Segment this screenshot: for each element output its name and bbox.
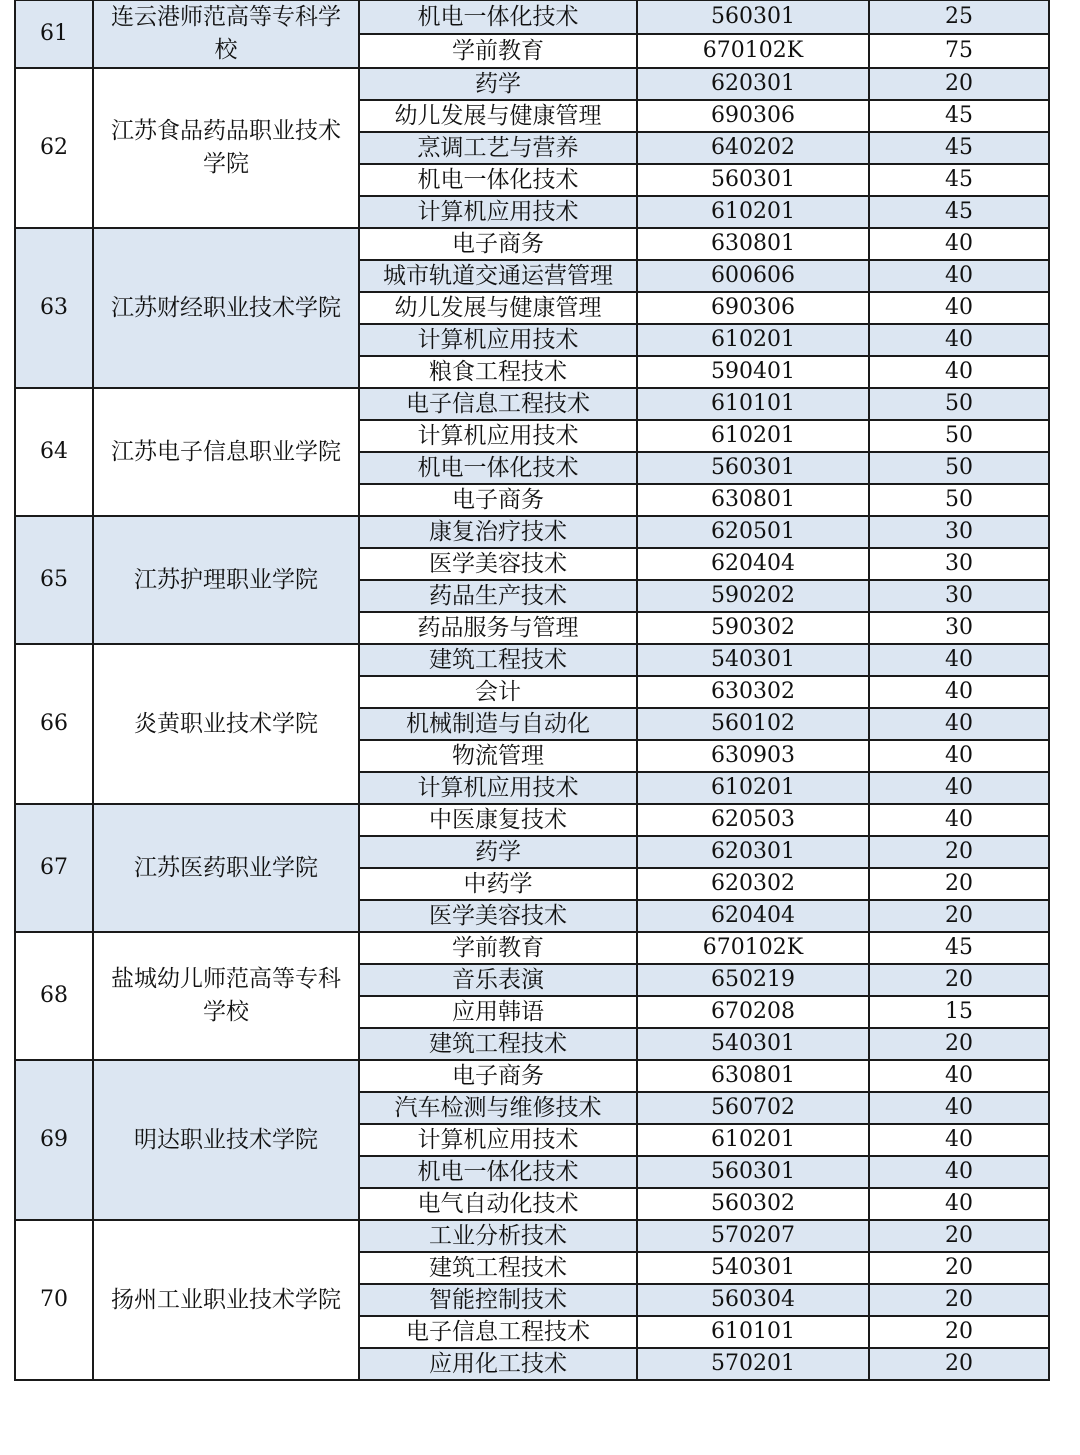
- major-name-cell: 应用韩语: [359, 996, 637, 1028]
- table-row: [15, 932, 1049, 964]
- enrollment-count-cell: 40: [869, 260, 1049, 292]
- major-code-cell: 630801: [637, 484, 869, 516]
- major-code-cell: 690306: [637, 292, 869, 324]
- school-number-cell: 65: [15, 516, 93, 644]
- major-code-cell: 630302: [637, 676, 869, 708]
- major-code-cell: 620404: [637, 900, 869, 932]
- major-code-cell: 630801: [637, 228, 869, 260]
- table-row: [15, 1060, 1049, 1092]
- major-code-cell: 650219: [637, 964, 869, 996]
- major-code-cell: 610101: [637, 1316, 869, 1348]
- table-row: [15, 68, 1049, 100]
- major-name-cell: 机电一体化技术: [359, 164, 637, 196]
- major-name-cell: 幼儿发展与健康管理: [359, 100, 637, 132]
- major-code-cell: 560102: [637, 708, 869, 740]
- major-code-cell: 610101: [637, 388, 869, 420]
- major-name-cell: 中药学: [359, 868, 637, 900]
- major-name-cell: 建筑工程技术: [359, 1252, 637, 1284]
- school-name-cell: 江苏财经职业技术学院: [93, 228, 359, 388]
- major-code-cell: 670208: [637, 996, 869, 1028]
- enrollment-count-cell: 15: [869, 996, 1049, 1028]
- major-name-cell: 药学: [359, 68, 637, 100]
- major-code-cell: 610201: [637, 1124, 869, 1156]
- major-name-cell: 计算机应用技术: [359, 420, 637, 452]
- enrollment-count-cell: 45: [869, 932, 1049, 964]
- enrollment-count-cell: 40: [869, 740, 1049, 772]
- school-number-cell: 61: [15, 0, 93, 68]
- table-row: [15, 516, 1049, 548]
- major-code-cell: 600606: [637, 260, 869, 292]
- major-code-cell: 570201: [637, 1348, 869, 1380]
- major-name-cell: 物流管理: [359, 740, 637, 772]
- enrollment-count-cell: 75: [869, 34, 1049, 68]
- school-number-cell: 62: [15, 68, 93, 228]
- school-number-cell: 63: [15, 228, 93, 388]
- enrollment-count-cell: 20: [869, 836, 1049, 868]
- major-code-cell: 540301: [637, 644, 869, 676]
- major-code-cell: 610201: [637, 324, 869, 356]
- school-name-cell: 炎黄职业技术学院: [93, 644, 359, 804]
- enrollment-count-cell: 40: [869, 1156, 1049, 1188]
- enrollment-count-cell: 40: [869, 1188, 1049, 1220]
- major-code-cell: 540301: [637, 1252, 869, 1284]
- school-name-cell: 明达职业技术学院: [93, 1060, 359, 1220]
- major-code-cell: 620302: [637, 868, 869, 900]
- enrollment-count-cell: 20: [869, 1220, 1049, 1252]
- enrollment-count-cell: 20: [869, 1348, 1049, 1380]
- major-name-cell: 机电一体化技术: [359, 0, 637, 34]
- major-name-cell: 城市轨道交通运营管理: [359, 260, 637, 292]
- major-code-cell: 620301: [637, 68, 869, 100]
- school-name-cell: 连云港师范高等专科学校: [93, 0, 359, 68]
- table-row: [15, 644, 1049, 676]
- school-number-cell: 69: [15, 1060, 93, 1220]
- major-name-cell: 医学美容技术: [359, 900, 637, 932]
- enrollment-count-cell: 40: [869, 772, 1049, 804]
- major-code-cell: 560301: [637, 0, 869, 34]
- major-name-cell: 电子信息工程技术: [359, 388, 637, 420]
- enrollment-count-cell: 45: [869, 132, 1049, 164]
- enrollment-count-cell: 40: [869, 676, 1049, 708]
- table-row: [15, 0, 1049, 34]
- table-row: [15, 1220, 1049, 1252]
- school-number-cell: 70: [15, 1220, 93, 1380]
- major-name-cell: 药品服务与管理: [359, 612, 637, 644]
- enrollment-count-cell: 40: [869, 644, 1049, 676]
- major-name-cell: 建筑工程技术: [359, 644, 637, 676]
- enrollment-count-cell: 20: [869, 1252, 1049, 1284]
- enrollment-count-cell: 50: [869, 388, 1049, 420]
- enrollment-count-cell: 20: [869, 868, 1049, 900]
- major-code-cell: 590302: [637, 612, 869, 644]
- enrollment-count-cell: 45: [869, 100, 1049, 132]
- school-number-cell: 66: [15, 644, 93, 804]
- enrollment-count-cell: 20: [869, 964, 1049, 996]
- major-code-cell: 590401: [637, 356, 869, 388]
- major-name-cell: 电子信息工程技术: [359, 1316, 637, 1348]
- major-name-cell: 计算机应用技术: [359, 196, 637, 228]
- major-name-cell: 会计: [359, 676, 637, 708]
- school-name-cell: 江苏食品药品职业技术学院: [93, 68, 359, 228]
- school-name-cell: 扬州工业职业技术学院: [93, 1220, 359, 1380]
- major-name-cell: 学前教育: [359, 34, 637, 68]
- major-code-cell: 630801: [637, 1060, 869, 1092]
- major-code-cell: 670102K: [637, 932, 869, 964]
- enrollment-count-cell: 40: [869, 292, 1049, 324]
- major-code-cell: 640202: [637, 132, 869, 164]
- enrollment-count-cell: 50: [869, 484, 1049, 516]
- major-name-cell: 计算机应用技术: [359, 1124, 637, 1156]
- major-code-cell: 570207: [637, 1220, 869, 1252]
- major-name-cell: 粮食工程技术: [359, 356, 637, 388]
- major-code-cell: 620501: [637, 516, 869, 548]
- enrollment-count-cell: 30: [869, 612, 1049, 644]
- major-name-cell: 幼儿发展与健康管理: [359, 292, 637, 324]
- table-row: [15, 228, 1049, 260]
- enrollment-count-cell: 30: [869, 548, 1049, 580]
- school-name-cell: 江苏电子信息职业学院: [93, 388, 359, 516]
- major-code-cell: 610201: [637, 420, 869, 452]
- major-code-cell: 560301: [637, 164, 869, 196]
- major-name-cell: 烹调工艺与营养: [359, 132, 637, 164]
- enrollment-count-cell: 40: [869, 708, 1049, 740]
- enrollment-table: [14, 0, 1050, 1381]
- major-name-cell: 机械制造与自动化: [359, 708, 637, 740]
- enrollment-count-cell: 30: [869, 516, 1049, 548]
- major-name-cell: 药学: [359, 836, 637, 868]
- table-row: [15, 804, 1049, 836]
- major-name-cell: 应用化工技术: [359, 1348, 637, 1380]
- major-code-cell: 560304: [637, 1284, 869, 1316]
- enrollment-count-cell: 45: [869, 196, 1049, 228]
- major-name-cell: 汽车检测与维修技术: [359, 1092, 637, 1124]
- school-number-cell: 67: [15, 804, 93, 932]
- enrollment-count-cell: 40: [869, 356, 1049, 388]
- major-code-cell: 560301: [637, 452, 869, 484]
- enrollment-count-cell: 45: [869, 164, 1049, 196]
- school-name-cell: 盐城幼儿师范高等专科学校: [93, 932, 359, 1060]
- major-code-cell: 620404: [637, 548, 869, 580]
- major-code-cell: 540301: [637, 1028, 869, 1060]
- enrollment-count-cell: 30: [869, 580, 1049, 612]
- major-code-cell: 590202: [637, 580, 869, 612]
- enrollment-count-cell: 20: [869, 1316, 1049, 1348]
- major-code-cell: 610201: [637, 772, 869, 804]
- major-name-cell: 音乐表演: [359, 964, 637, 996]
- major-code-cell: 630903: [637, 740, 869, 772]
- table-row: [15, 388, 1049, 420]
- enrollment-count-cell: 25: [869, 0, 1049, 34]
- major-code-cell: 670102K: [637, 34, 869, 68]
- major-name-cell: 电子商务: [359, 228, 637, 260]
- major-name-cell: 建筑工程技术: [359, 1028, 637, 1060]
- major-code-cell: 610201: [637, 196, 869, 228]
- major-code-cell: 560301: [637, 1156, 869, 1188]
- school-name-cell: 江苏医药职业学院: [93, 804, 359, 932]
- major-name-cell: 电子商务: [359, 484, 637, 516]
- enrollment-count-cell: 20: [869, 1028, 1049, 1060]
- major-name-cell: 计算机应用技术: [359, 324, 637, 356]
- major-name-cell: 康复治疗技术: [359, 516, 637, 548]
- major-name-cell: 药品生产技术: [359, 580, 637, 612]
- major-code-cell: 620301: [637, 836, 869, 868]
- enrollment-count-cell: 20: [869, 1284, 1049, 1316]
- major-name-cell: 机电一体化技术: [359, 452, 637, 484]
- enrollment-count-cell: 40: [869, 804, 1049, 836]
- enrollment-count-cell: 50: [869, 420, 1049, 452]
- school-number-cell: 64: [15, 388, 93, 516]
- enrollment-count-cell: 40: [869, 324, 1049, 356]
- enrollment-count-cell: 40: [869, 228, 1049, 260]
- major-name-cell: 电子商务: [359, 1060, 637, 1092]
- enrollment-count-cell: 50: [869, 452, 1049, 484]
- enrollment-count-cell: 20: [869, 68, 1049, 100]
- major-name-cell: 医学美容技术: [359, 548, 637, 580]
- enrollment-count-cell: 40: [869, 1092, 1049, 1124]
- major-name-cell: 智能控制技术: [359, 1284, 637, 1316]
- enrollment-count-cell: 40: [869, 1060, 1049, 1092]
- school-number-cell: 68: [15, 932, 93, 1060]
- table-body: [15, 0, 1049, 1380]
- major-code-cell: 560302: [637, 1188, 869, 1220]
- major-name-cell: 电气自动化技术: [359, 1188, 637, 1220]
- major-code-cell: 620503: [637, 804, 869, 836]
- enrollment-count-cell: 40: [869, 1124, 1049, 1156]
- major-name-cell: 计算机应用技术: [359, 772, 637, 804]
- major-name-cell: 机电一体化技术: [359, 1156, 637, 1188]
- school-name-cell: 江苏护理职业学院: [93, 516, 359, 644]
- major-name-cell: 学前教育: [359, 932, 637, 964]
- major-name-cell: 中医康复技术: [359, 804, 637, 836]
- enrollment-count-cell: 20: [869, 900, 1049, 932]
- major-code-cell: 690306: [637, 100, 869, 132]
- major-name-cell: 工业分析技术: [359, 1220, 637, 1252]
- major-code-cell: 560702: [637, 1092, 869, 1124]
